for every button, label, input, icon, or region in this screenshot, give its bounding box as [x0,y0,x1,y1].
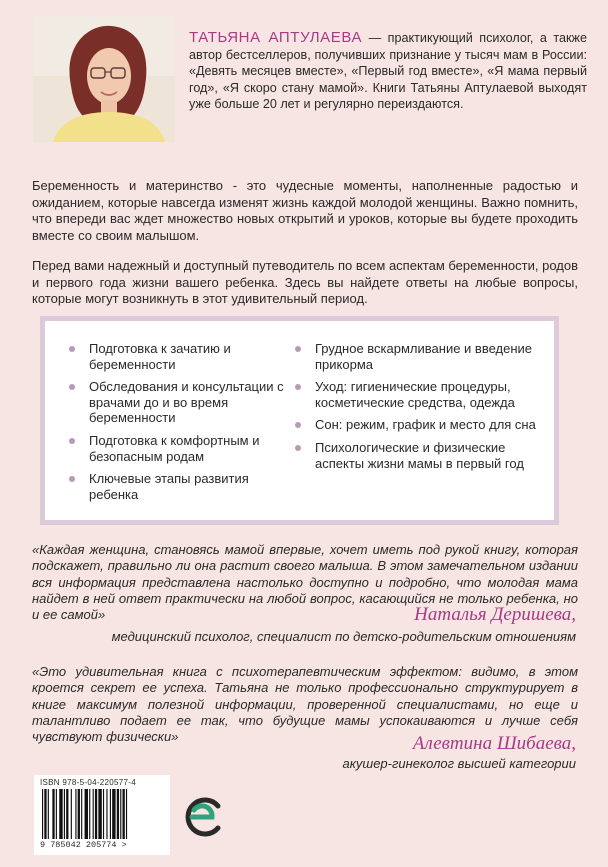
barcode-bar [98,789,101,839]
barcode-bar [117,789,119,839]
barcode-bar [71,789,72,839]
topic-item [291,341,541,372]
barcode-bar [59,789,62,839]
topic-label: Психологические и физические аспекты жизни мамы в первый год [315,439,524,471]
barcode-bar [75,789,76,839]
barcode-bar [42,789,43,839]
barcode-bar [106,789,107,839]
isbn-label: ISBN 978-5-04-220577-4 [40,778,136,787]
bullet-icon [295,422,301,428]
intro-paragraph-2: Перед вами надежный и доступный путеводитель по всем аспектам беременности, родов и первого года жизни вашего ребенка. Здесь вы найдете ответы на любые вопросы, которые могут возникнуть в этот удивительный период. [32,258,578,306]
barcode-bar [85,789,88,839]
topics-box [40,316,559,525]
review-role-1: медицинский психолог, специалист по детско-родительским отношениям [111,629,576,644]
bullet-icon [69,476,75,482]
topic-item [291,417,541,433]
review-author-1: Наталья Деришева, [414,604,576,625]
barcode-bar [123,789,125,839]
bullet-icon [69,438,75,444]
topic-item [291,440,541,471]
topic-label: Обследования и консультации с врачами до и во время беременности [89,379,284,426]
topics-column-left [65,341,295,509]
author-name: ТАТЬЯНА АПТУЛАЕВА [189,29,363,46]
barcode-bar [110,789,111,839]
eksmo-logo-icon [182,794,224,840]
barcode-bar [64,789,65,839]
barcode-bar [103,789,104,839]
author-description: — практикующий психолог, а также автор бестселлеров, получивших признание у тысяч мам в России: «Девять месяцев вместе», «Первый год вместе», «Я мама первый год», «Я скоро стану мамой». Книги Татьяны Аптулаевой выходят уже больше 20 лет и регулярно переиздаются. [189,31,587,112]
topic-label: Уход: гигиенические процедуры, косметические средства, одежда [315,379,515,410]
isbn-barcode [34,775,170,855]
barcode-bar [44,789,46,839]
barcode-bar [56,789,57,839]
topics-column-right [291,341,541,478]
barcode-bar [112,789,115,839]
barcode-bar [78,789,80,839]
barcode-bar [48,789,49,839]
barcode-bar [95,789,97,839]
barcode-bars [40,789,164,839]
bullet-icon [295,445,301,451]
barcode-bar [81,789,82,839]
barcode-number: 9 785042 205774 > [40,840,127,850]
bullet-icon [295,346,301,352]
bullet-icon [295,384,301,390]
bullet-icon [69,346,75,352]
topic-label: Подготовка к зачатию и беременности [89,341,231,372]
review-role-2: акушер-гинеколог высшей категории [342,756,576,771]
author-photo [33,16,175,142]
author-bio [189,30,587,113]
topic-label: Грудное вскармливание и введение прикорма [315,341,533,372]
review-quote-1: «Каждая женщина, становясь мамой впервые, хочет иметь под рукой книгу, которая подскажет, правильно ли она растит своего малыша. В этом замечательном издании вся информация представлена настолько доступно и подробно, что молодая мама найдет в ней ответ практически на любой вопрос, касающийся не только ребенка, но и ее самой» [32,542,578,623]
topic-item [65,471,295,502]
topic-item [65,433,295,464]
barcode-bar [52,789,54,839]
topic-label: Ключевые этапы развития ребенка [89,471,249,502]
barcode-bar [126,789,127,839]
topic-item [65,379,295,426]
bullet-icon [69,384,75,390]
topic-item [65,341,295,372]
barcode-bar [93,789,94,839]
review-quote-2: «Это удивительная книга с психотерапевтическим эффектом: видимо, в этом кроется секрет ее успеха. Татьяна не только профессионально структурирует в книге максимум полезной информации, проверенной специалистами, но еще и талантливо подает ее так, что будущие мамы успокаиваются и лучше себя чувствуют физически» [32,664,578,745]
intro-text [32,178,578,322]
review-author-2: Алевтина Шибаева, [412,733,576,754]
topic-label: Подготовка к комфортным и безопасным родам [89,432,260,464]
barcode-bar [120,789,121,839]
intro-paragraph-1: Беременность и материнство - это чудесные моменты, наполненные радостью и ожиданием, которые навсегда изменят жизнь каждой молодой женщины. Важно помнить, что впереди вас ждет множество новых открытий и уроков, которые вы будете проходить вместе со своим малышом. [32,178,578,243]
topic-label: Сон: режим, график и место для сна [315,417,536,433]
barcode-bar [89,789,90,839]
topic-item [291,379,541,410]
barcode-bar [66,789,68,839]
